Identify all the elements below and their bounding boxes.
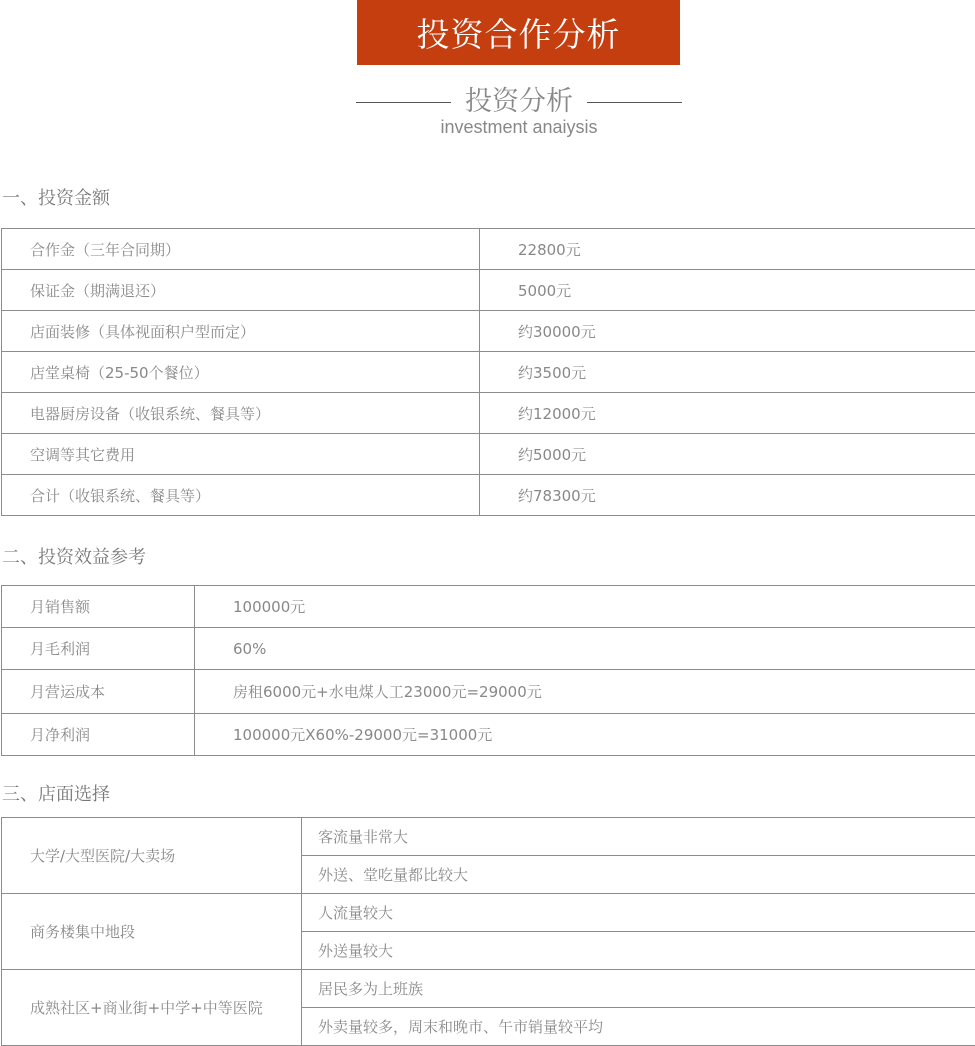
table-row <box>2 970 975 1008</box>
table-cell-item: 月营运成本 <box>2 670 195 714</box>
table-cell-note: 外卖量较多，周末和晚市、午市销量较平均 <box>302 1008 975 1046</box>
table-row <box>2 393 975 434</box>
table-row <box>2 270 975 311</box>
table-cell-value: 60% <box>195 628 975 670</box>
table-cell-note: 人流量较大 <box>302 894 975 932</box>
table-cell-item: 月销售额 <box>2 586 195 628</box>
table-row <box>2 586 975 628</box>
table-cell-note: 居民多为上班族 <box>302 970 975 1008</box>
table-cell-item: 月净利润 <box>2 714 195 756</box>
table-cell-location: 商务楼集中地段 <box>2 894 302 970</box>
table-row <box>2 434 975 475</box>
section-title-investment-returns: 二、投资效益参考 <box>2 547 146 568</box>
table-cell-item: 电器厨房设备（收银系统、餐具等） <box>2 393 480 434</box>
section-title-store-selection: 三、店面选择 <box>2 784 110 805</box>
subtitle-row <box>356 84 682 120</box>
table-cell-value: 约30000元 <box>480 311 975 352</box>
table-cell-item: 空调等其它费用 <box>2 434 480 475</box>
table-row <box>2 229 975 270</box>
subtitle-en: investment anaiysis <box>440 117 598 137</box>
table-cell-item: 合计（收银系统、餐具等） <box>2 475 480 516</box>
table-cell-note: 外送、堂吃量都比较大 <box>302 856 975 894</box>
table-cell-value: 100000元 <box>195 586 975 628</box>
table-row <box>2 352 975 393</box>
table-cell-location: 大学/大型医院/大卖场 <box>2 818 302 894</box>
table-cell-item: 月毛利润 <box>2 628 195 670</box>
table-cell-item: 保证金（期满退还） <box>2 270 480 311</box>
page-title: 投资合作分析 <box>416 15 621 54</box>
table-cell-note: 外送量较大 <box>302 932 975 970</box>
table-row <box>2 475 975 516</box>
table-cell-value: 约3500元 <box>480 352 975 393</box>
table-cell-item: 店面装修（具体视面积户型而定） <box>2 311 480 352</box>
table-cell-value: 约78300元 <box>480 475 975 516</box>
table-row <box>2 818 975 856</box>
subtitle-rule-left <box>356 102 451 103</box>
table-cell-value: 约12000元 <box>480 393 975 434</box>
table-cell-location: 成熟社区+商业街+中学+中等医院 <box>2 970 302 1046</box>
subtitle-rule-right <box>587 102 682 103</box>
table-cell-value: 5000元 <box>480 270 975 311</box>
store-selection-table <box>1 817 975 1046</box>
investment-returns-table <box>1 585 975 756</box>
table-cell-value: 约5000元 <box>480 434 975 475</box>
table-row <box>2 894 975 932</box>
page-title-banner <box>357 0 680 65</box>
table-cell-note: 客流量非常大 <box>302 818 975 856</box>
table-row <box>2 714 975 756</box>
investment-amount-table <box>1 228 975 516</box>
subtitle-zh: 投资分析 <box>465 86 573 117</box>
table-cell-value: 22800元 <box>480 229 975 270</box>
table-cell-value: 100000元X60%-29000元=31000元 <box>195 714 975 756</box>
table-cell-item: 店堂桌椅（25-50个餐位） <box>2 352 480 393</box>
table-row <box>2 628 975 670</box>
section-title-investment-amount: 一、投资金额 <box>2 188 110 209</box>
table-row <box>2 311 975 352</box>
table-cell-item: 合作金（三年合同期） <box>2 229 480 270</box>
table-cell-value: 房租6000元+水电煤人工23000元=29000元 <box>195 670 975 714</box>
table-row <box>2 670 975 714</box>
